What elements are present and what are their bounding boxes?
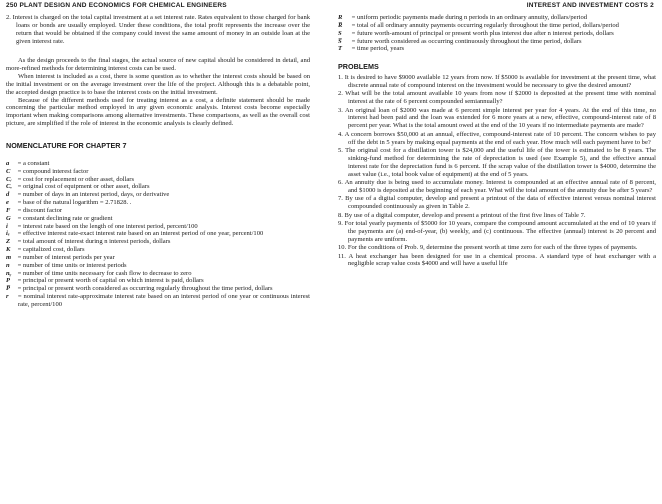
definition: = number of days in an interest period, days, or derivative	[16, 191, 170, 199]
problem-item: 11. A heat exchanger has been designed for use in a chemical process. A standard type of heat exchanger with a negligible scrap value costs $4000 and will have a useful life	[338, 252, 656, 268]
symbol: F	[6, 206, 11, 214]
nomenclature-entry	[338, 14, 656, 22]
definition: = effective interest rate-exact interest rate based on an interest period of one year, percent/100	[16, 230, 264, 238]
definition: = capitalized cost, dollars	[16, 246, 85, 254]
nomenclature-entry	[6, 207, 310, 215]
nomenclature-entry	[6, 176, 310, 184]
paragraph-item-2: 2. Interest is charged on the total capital investment at a set interest rate. Rates equivalent to those charged for bank loans or bonds are usually employed. Under these conditions, the total profit represents the increase over the return that would be obtained if the company could invest the same amount of money in an outside loan at the given interest rate.	[6, 14, 310, 45]
problem-item: 2. What will be the total amount available 10 years from now if $2000 is deposited at the present time with nominal interest at the rate of 6 percent compounded semiannually?	[338, 90, 656, 106]
problem-item: 3. An original loan of $2000 was made at 6 percent simple interest per year for 4 years. At the end of this time, no interest had been paid and the loan was extended for 6 more years at a new, effective, compound-interest rate of 8 percent per year. What is the total amount owed at the end of the 10 years if no intermediate payments are made?	[338, 106, 656, 130]
definition: = interest rate based on the length of one interest period, percent/100	[16, 222, 198, 230]
symbol: C	[6, 167, 11, 175]
nomenclature-entry	[6, 238, 310, 246]
right-column	[338, 14, 656, 269]
nomenclature-entry	[6, 199, 310, 207]
nomenclature-entry	[338, 38, 656, 46]
definition: = cost for replacement or other asset, dollars	[16, 175, 135, 183]
definition: = number of interest periods per year	[16, 253, 115, 261]
nomenclature-entry	[6, 230, 310, 238]
definition: = uniform periodic payments made during n periods in an ordinary annuity, dollars/period	[350, 14, 588, 21]
symbol: nᵧ	[6, 269, 12, 277]
problem-item: 7. By use of a digital computer, develop and present a printout of the data of effective interest versus nominal interest compounded continuously as given in Table 2.	[338, 195, 656, 211]
nomenclature-entry	[6, 191, 310, 199]
nomenclature-entry	[6, 160, 310, 168]
problem-item: 10. For the conditions of Prob. 9, determine the present worth at time zero for each of the three types of payments.	[338, 244, 638, 252]
problems-list	[338, 74, 656, 268]
running-header-left: 250 PLANT DESIGN AND ECONOMICS FOR CHEMICAL ENGINEERS	[6, 2, 227, 9]
symbol: G	[6, 214, 11, 222]
paragraph-design: As the design proceeds to the final stages, the actual source of new capital should be considered in detail, and more-refined methods for determining interest costs can be used.	[6, 57, 310, 73]
definitions-list	[338, 14, 656, 53]
nomenclature-entry	[6, 293, 310, 309]
symbol: iₑ	[6, 230, 10, 238]
definition: = number of time units or interest periods	[16, 261, 127, 269]
definition: = discount factor	[16, 206, 63, 214]
symbol: S	[338, 29, 342, 37]
definition: = total amount of interest during n interest periods, dollars	[16, 238, 171, 246]
symbol: R	[338, 14, 343, 21]
symbol: e	[6, 199, 9, 207]
definition: = future worth-amount of principal or present worth plus interest due after n interest periods, dollars	[350, 29, 614, 37]
problem-item: 9. For total yearly payments of $5000 for 10 years, compare the compound amount accumulated at the end of 10 years if the payments are (a) end-of-year, (b) weekly, and (c) continuous. The effective (annual) interest is 20 percent and payments are uniform.	[338, 220, 656, 243]
nomenclature-entry	[6, 223, 310, 231]
nomenclature-heading: NOMENCLATURE FOR CHAPTER 7	[6, 140, 127, 150]
definition: = principal or present worth of capital on which interest is paid, dollars	[16, 277, 204, 285]
symbol: P̅	[6, 285, 10, 293]
problem-item: 5. The original cost for a distillation tower is $24,000 and the useful life of the tower is estimated to be 8 years. The sinking-fund method for determining the rate of depreciation is used (see Example 5), and the effective annual interest rate for the depreciation fund is 6 percent. If the scrap value of the distillation tower is $4000, determine the asset value (i.e., total book value of equipment) at the end of 5 years.	[338, 147, 656, 178]
definition: = base of the natural logarithm = 2.71828. .	[16, 199, 132, 207]
left-column	[6, 14, 310, 309]
problem-item: 4. A concern borrows $50,000 at an annual, effective, compound-interest rate of 10 percent. The concern wishes to pay off the debt in 5 years by making equal payments at the end of each year. How much will each payment have to be?	[338, 130, 656, 146]
symbol: K	[6, 246, 11, 254]
symbol: P	[6, 277, 10, 285]
symbol: Cᵣ	[6, 175, 12, 183]
nomenclature-entry	[6, 183, 310, 191]
nomenclature-entry	[338, 22, 656, 30]
definition: = total of all ordinary annuity payments occurring regularly throughout the time period, dollars/period	[350, 21, 619, 29]
nomenclature-entry	[338, 30, 656, 38]
nomenclature-entry	[338, 45, 656, 53]
nomenclature-entry	[6, 246, 310, 254]
symbol: S̅	[338, 37, 342, 45]
symbol: Z	[6, 238, 10, 246]
symbol: R̅	[338, 21, 343, 29]
nomenclature-list	[6, 160, 310, 309]
paragraph-because: Because of the different methods used for treating interest as a cost, a definite statement should be made concerning the particular method employed in any given economic analysis. Interest costs become especially important when making comparisons among alternative investments. These comparisons, as well as the overall cost picture, are simplified if the role of interest in the economic analysis is clearly defined.	[6, 96, 310, 128]
problem-item: 1. It is desired to have $9000 available 12 years from now. If $5000 is available for investment at the present time, what discrete annual rate of compound interest on the investment would be necessary to give the desired amount?	[338, 74, 656, 89]
nomenclature-entry	[6, 262, 310, 270]
symbol: r	[6, 293, 9, 301]
problem-item: 8. By use of a digital computer, develop and present a printout of the first five lines of Table 7.	[338, 211, 586, 219]
definition: = a constant	[16, 159, 50, 167]
symbol: a	[6, 159, 10, 167]
definition: = future worth considered as occurring continuously throughout the time period, dollars	[350, 37, 582, 45]
definition: = nominal interest rate-approximate interest rate based on an interest period of one year or continuous interest rate, percent/100	[16, 293, 310, 308]
symbol: T	[338, 45, 342, 53]
definition: = number of time units necessary for cash flow to decrease to zero	[16, 269, 192, 277]
nomenclature-entry	[6, 285, 310, 293]
symbol: n	[6, 261, 10, 269]
symbol: d	[6, 191, 10, 199]
nomenclature-entry	[6, 168, 310, 176]
symbol: i	[6, 222, 8, 230]
definition: = compound interest factor	[16, 167, 89, 175]
symbol: Cᵥ	[6, 183, 13, 191]
definition: = constant declining rate or gradient	[16, 214, 113, 222]
definition: = time period, years	[350, 45, 405, 53]
problem-item: 6. An annuity due is being used to accumulate money. Interest is compounded at an effective annual rate of 8 percent, and $1000 is deposited at the beginning of each year. What will the total amount of the annuity due be after 5 years?	[338, 179, 656, 194]
nomenclature-entry	[6, 254, 310, 262]
symbol: m	[6, 253, 12, 261]
problems-heading: PROBLEMS	[338, 62, 379, 72]
definition: = original cost of equipment or other asset, dollars	[16, 183, 150, 191]
nomenclature-entry	[6, 270, 310, 278]
running-header-right: INTEREST AND INVESTMENT COSTS 2	[526, 2, 654, 9]
definition: = principal or present worth considered as occurring regularly throughout the time period, dollars	[16, 285, 273, 293]
paragraph-when: When interest is included as a cost, there is some question as to whether the interest costs should be based on the initial investment or on the average investment over the life of the project. Although this is a debatable point, the accepted design practice is to base the interest costs on the initial investment.	[6, 73, 310, 96]
nomenclature-entry	[6, 215, 310, 223]
